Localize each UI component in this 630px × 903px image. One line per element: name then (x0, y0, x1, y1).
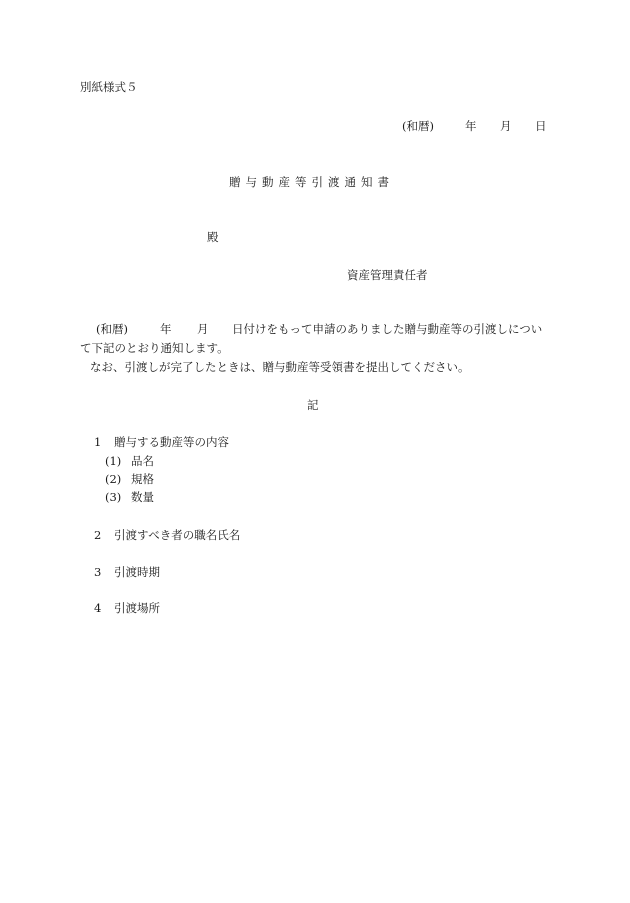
item-3-number: 3 (94, 565, 102, 579)
sender-title: 資産管理責任者 (347, 268, 428, 282)
addressee-suffix: 殿 (207, 230, 219, 244)
sub-item-2-number: (2) (105, 472, 122, 486)
document-title: 贈与動産等引渡通知書 (229, 175, 394, 189)
item-2-label: 引渡すべき者の職名氏名 (114, 528, 241, 542)
date-era: (和暦) (402, 119, 434, 133)
date-day: 日 (535, 119, 547, 133)
sub-item-3-number: (3) (105, 490, 122, 504)
sub-item-1-number: (1) (105, 454, 122, 468)
ki-heading: 記 (307, 398, 319, 412)
sub-item-2-label: 規格 (131, 472, 154, 486)
body-line2: て下記のとおり通知します。 (80, 341, 229, 355)
body-era: (和暦) (96, 322, 128, 336)
body-year: 年 (160, 322, 172, 336)
sub-item-3-label: 数量 (131, 490, 154, 504)
item-2-number: 2 (94, 528, 102, 542)
form-id: 別紙様式５ (80, 80, 138, 94)
item-1-label: 贈与する動産等の内容 (114, 435, 229, 449)
item-1-number: 1 (94, 435, 102, 449)
sub-item-1-label: 品名 (131, 454, 154, 468)
item-4-label: 引渡場所 (114, 601, 160, 615)
body-month: 月 (197, 322, 209, 336)
body-line3: なお、引渡しが完了したときは、贈与動産等受領書を提出してください。 (90, 360, 470, 374)
date-month: 月 (500, 119, 512, 133)
item-3-label: 引渡時期 (114, 565, 160, 579)
body-line1-text: 日付けをもって申請のありました贈与動産等の引渡しについ (232, 322, 543, 336)
date-year: 年 (465, 119, 477, 133)
item-4-number: 4 (94, 601, 102, 615)
